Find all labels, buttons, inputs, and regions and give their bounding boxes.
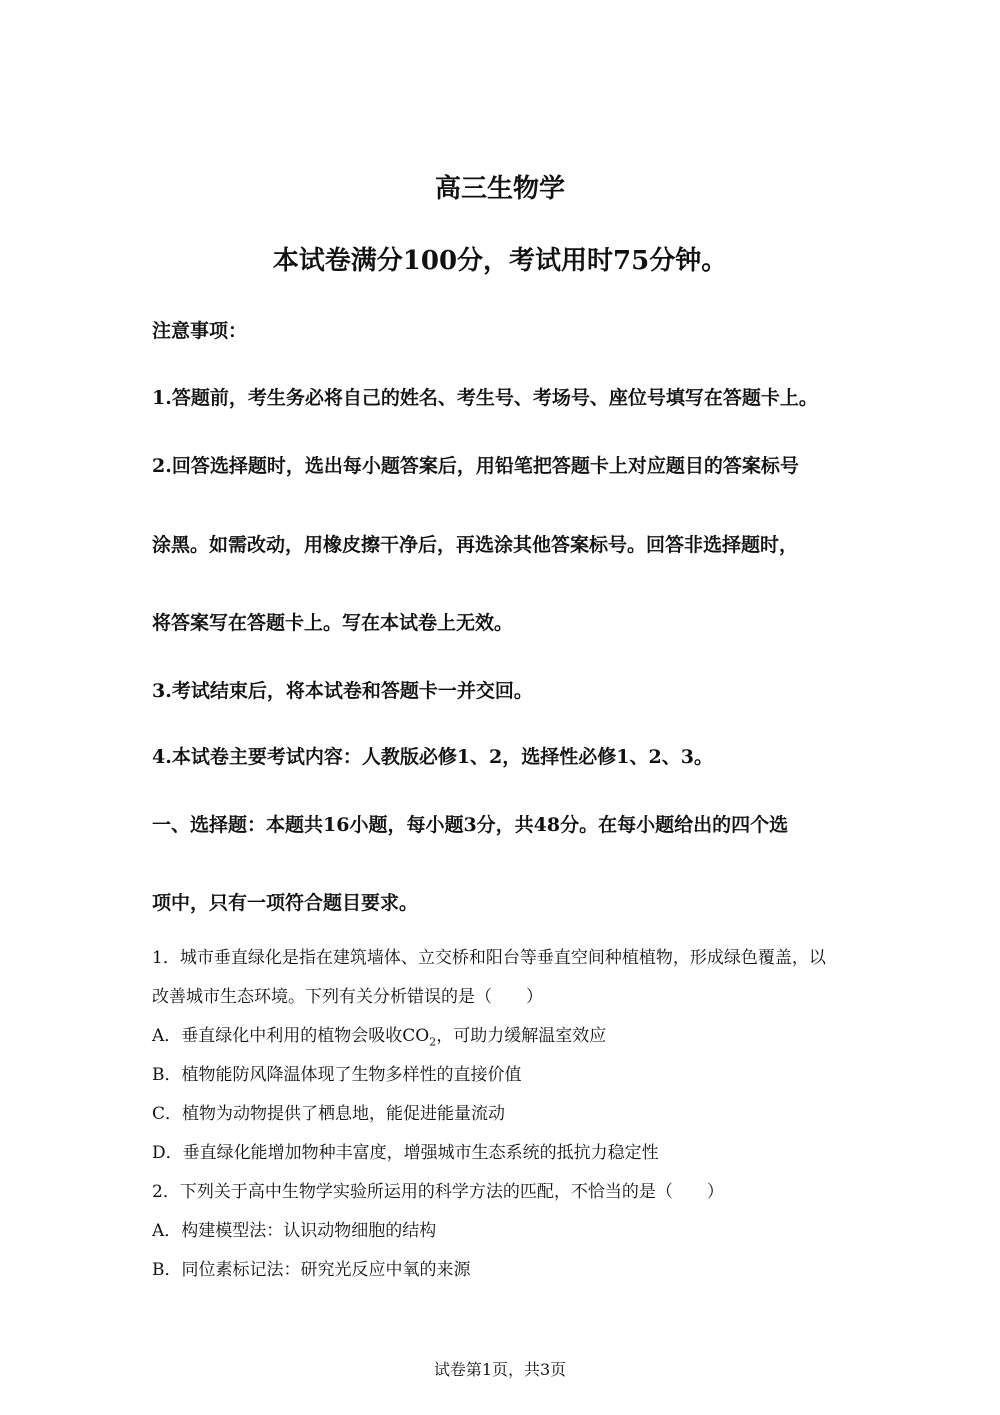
co2-subscript: 2 xyxy=(429,1035,437,1049)
question-1-stem-line-1: 1．城市垂直绿化是指在建筑墙体、立交桥和阳台等垂直空间种植植物，形成绿色覆盖，以 xyxy=(152,948,826,968)
question-2-stem: 2．下列关于高中生物学实验所运用的科学方法的匹配，不恰当的是（ ） xyxy=(152,1182,724,1202)
option-a-text: A．垂直绿化中利用的植物会吸收CO xyxy=(152,1026,430,1046)
notice-heading: 注意事项： xyxy=(152,320,248,342)
section-heading-line-1: 一、选择题：本题共16小题，每小题3分，共48分。在每小题给出的四个选 xyxy=(152,814,789,836)
exam-info-subtitle: 本试卷满分100分，考试用时75分钟。 xyxy=(272,246,728,276)
question-1-stem-line-2: 改善城市生态环境。下列有关分析错误的是（ ） xyxy=(152,987,543,1007)
question-1-option-a xyxy=(152,1021,606,1048)
question-1-option-b: B．植物能防风降温体现了生物多样性的直接价值 xyxy=(152,1065,522,1085)
option-a-text-end: ，可助力缓解温室效应 xyxy=(436,1026,607,1046)
notice-item-3: 3.考试结束后，将本试卷和答题卡一并交回。 xyxy=(152,680,533,702)
question-2-option-b: B．同位素标记法：研究光反应中氧的来源 xyxy=(152,1260,471,1280)
notice-item-2-line-2: 涂黑。如需改动，用橡皮擦干净后，再选涂其他答案标号。回答非选择题时， xyxy=(152,534,799,556)
notice-item-1: 1.答题前，考生务必将自己的姓名、考生号、考场号、座位号填写在答题卡上。 xyxy=(152,387,818,409)
notice-item-2-line-1: 2.回答选择题时，选出每小题答案后，用铅笔把答题卡上对应题目的答案标号 xyxy=(152,455,799,477)
question-1-option-d: D．垂直绿化能增加物种丰富度，增强城市生态系统的抵抗力稳定性 xyxy=(152,1143,659,1163)
question-2-option-a: A．构建模型法：认识动物细胞的结构 xyxy=(152,1221,437,1241)
notice-item-4: 4.本试卷主要考试内容：人教版必修1、2，选择性必修1、2、3。 xyxy=(152,746,713,768)
notice-item-2-line-3: 将答案写在答题卡上。写在本试卷上无效。 xyxy=(152,612,514,634)
question-1-option-c: C．植物为动物提供了栖息地，能促进能量流动 xyxy=(152,1104,506,1124)
section-heading-line-2: 项中，只有一项符合题目要求。 xyxy=(152,892,419,914)
page-title: 高三生物学 xyxy=(434,174,565,204)
page-footer: 试卷第1页，共3页 xyxy=(433,1360,567,1379)
